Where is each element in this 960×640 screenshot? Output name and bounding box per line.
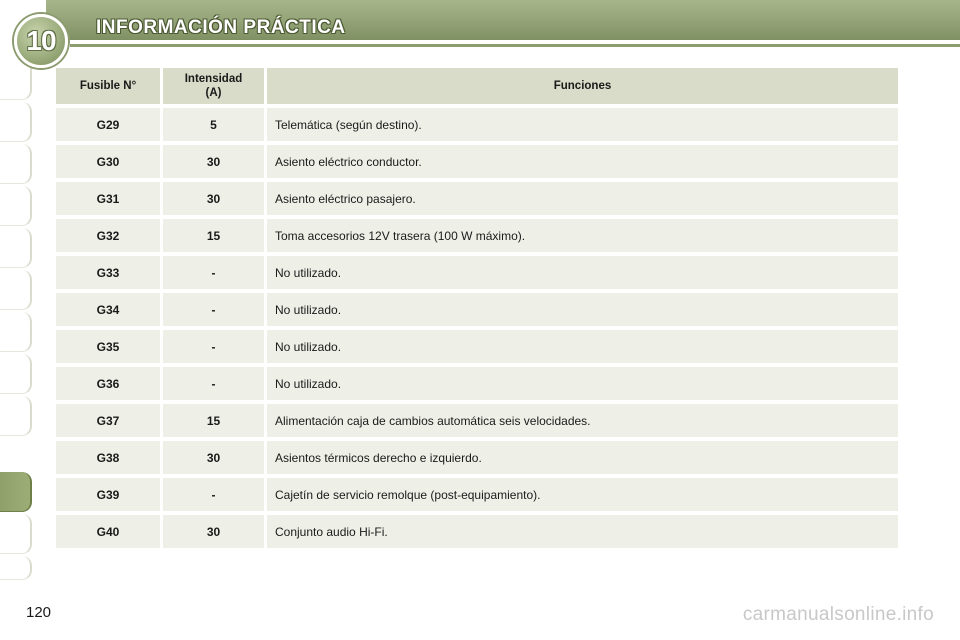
- function-cell: Toma accesorios 12V trasera (100 W máximo).: [267, 219, 898, 252]
- header-intensity-unit: (A): [205, 87, 222, 99]
- intensity-cell: 30: [163, 145, 264, 178]
- side-tab-12[interactable]: [0, 556, 32, 580]
- table-row: [56, 145, 898, 178]
- table-body: [56, 108, 898, 548]
- function-cell: No utilizado.: [267, 256, 898, 289]
- fuse-number-cell: G38: [56, 441, 160, 474]
- fuse-number-cell: G34: [56, 293, 160, 326]
- fuse-number-cell: G29: [56, 108, 160, 141]
- fuse-number-cell: G32: [56, 219, 160, 252]
- table-row: [56, 515, 898, 548]
- chapter-number: 10: [26, 25, 56, 56]
- side-tab-2[interactable]: [0, 102, 32, 142]
- fuse-number-cell: G37: [56, 404, 160, 437]
- intensity-cell: 30: [163, 182, 264, 215]
- intensity-cell: 15: [163, 404, 264, 437]
- intensity-cell: 15: [163, 219, 264, 252]
- side-tab-1[interactable]: [0, 60, 32, 100]
- side-tab-8[interactable]: [0, 354, 32, 394]
- side-tab-3[interactable]: [0, 144, 32, 184]
- table-header-row: [56, 68, 898, 104]
- function-cell: Asiento eléctrico pasajero.: [267, 182, 898, 215]
- table-row: [56, 219, 898, 252]
- side-tab-7[interactable]: [0, 312, 32, 352]
- table-row: [56, 293, 898, 326]
- watermark: carmanualsonline.info: [742, 604, 934, 625]
- table-row: [56, 478, 898, 511]
- side-tab-5[interactable]: [0, 228, 32, 268]
- function-cell: No utilizado.: [267, 367, 898, 400]
- intensity-cell: 5: [163, 108, 264, 141]
- chapter-title: INFORMACIÓN PRÁCTICA: [96, 17, 346, 38]
- side-tab-11[interactable]: [0, 514, 32, 554]
- function-cell: Conjunto audio Hi-Fi.: [267, 515, 898, 548]
- table-row: [56, 108, 898, 141]
- page-header: [0, 0, 960, 56]
- fuse-number-cell: G35: [56, 330, 160, 363]
- intensity-cell: -: [163, 478, 264, 511]
- intensity-cell: -: [163, 293, 264, 326]
- fuse-number-cell: G40: [56, 515, 160, 548]
- side-tab-10-active[interactable]: [0, 472, 32, 512]
- table-row: [56, 441, 898, 474]
- table-row: [56, 404, 898, 437]
- side-tab-4[interactable]: [0, 186, 32, 226]
- side-tab-6[interactable]: [0, 270, 32, 310]
- fuse-number-cell: G36: [56, 367, 160, 400]
- table-row: [56, 256, 898, 289]
- table-row: [56, 367, 898, 400]
- header-intensity: [163, 68, 264, 104]
- function-cell: No utilizado.: [267, 293, 898, 326]
- fuse-number-cell: G30: [56, 145, 160, 178]
- function-cell: No utilizado.: [267, 330, 898, 363]
- fuse-number-cell: G31: [56, 182, 160, 215]
- intensity-cell: -: [163, 367, 264, 400]
- side-tab-9[interactable]: [0, 396, 32, 436]
- header-intensity-label: Intensidad: [184, 73, 243, 85]
- function-cell: Cajetín de servicio remolque (post-equipamiento).: [267, 478, 898, 511]
- function-cell: Asientos térmicos derecho e izquierdo.: [267, 441, 898, 474]
- chapter-badge: [14, 14, 68, 68]
- function-cell: Asiento eléctrico conductor.: [267, 145, 898, 178]
- function-cell: Telemática (según destino).: [267, 108, 898, 141]
- fuse-table: [53, 64, 901, 552]
- intensity-cell: -: [163, 256, 264, 289]
- intensity-cell: -: [163, 330, 264, 363]
- function-cell: Alimentación caja de cambios automática seis velocidades.: [267, 404, 898, 437]
- fuse-number-cell: G33: [56, 256, 160, 289]
- chapter-side-tabs: [0, 60, 36, 580]
- fuse-number-cell: G39: [56, 478, 160, 511]
- header-fuse-number: Fusible N°: [56, 68, 160, 104]
- table-row: [56, 182, 898, 215]
- table-row: [56, 330, 898, 363]
- header-functions: Funciones: [267, 68, 898, 104]
- intensity-cell: 30: [163, 515, 264, 548]
- header-rule: [70, 44, 960, 47]
- page-number: 120: [26, 604, 52, 621]
- intensity-cell: 30: [163, 441, 264, 474]
